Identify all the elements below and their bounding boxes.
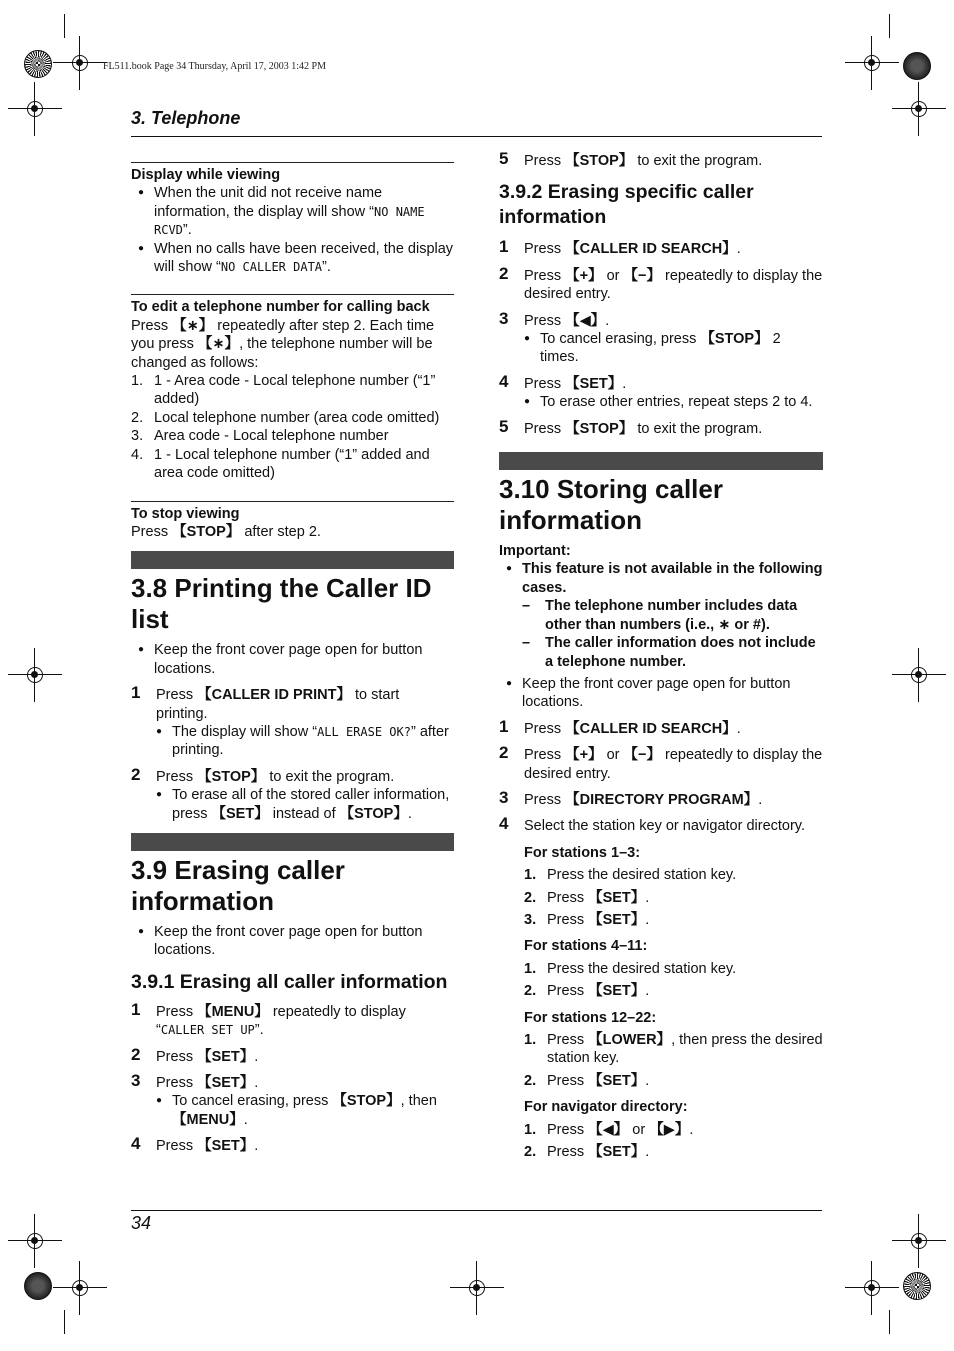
step <box>131 1134 454 1155</box>
list-item <box>524 1121 823 1139</box>
list-item <box>524 866 823 884</box>
text: . <box>736 720 741 737</box>
step <box>499 263 823 304</box>
text: To erase all of the stored caller information, press <box>172 787 450 822</box>
crosshair-mark <box>65 48 95 78</box>
text: Press <box>547 1072 589 1089</box>
item-number: 4. <box>131 446 144 463</box>
list-item <box>524 960 823 978</box>
key-label: 【SET】 <box>197 1075 255 1091</box>
crop-mark <box>64 14 65 38</box>
crop-mark <box>64 1310 65 1334</box>
header-rule <box>131 136 822 137</box>
key-label: 【SET】 <box>197 1138 255 1155</box>
sub-bullet <box>156 1092 454 1129</box>
text: Press the desired station key. <box>547 867 737 884</box>
text: . <box>645 983 650 1000</box>
sub-bullet <box>524 330 823 367</box>
text: Press <box>524 375 566 392</box>
list-item <box>524 1143 823 1161</box>
text: Select the station key or navigator directory. <box>524 818 806 835</box>
text: When no calls have been received, the display will show “ <box>154 240 454 276</box>
list-item <box>131 184 454 239</box>
key-label: 【▶】 <box>649 1121 690 1138</box>
key-label: 【SET】 <box>588 1072 646 1089</box>
section-heading: 3. Telephone <box>131 108 241 128</box>
group-heading: For stations 4–11: <box>524 938 648 955</box>
text: Press <box>156 1048 198 1065</box>
key-label: 【∗】 <box>197 336 240 353</box>
group-heading: For stations 12–22: <box>524 1009 657 1026</box>
display-code: ALL ERASE OK? <box>317 724 411 739</box>
key-label: 【MENU】 <box>172 1111 244 1128</box>
text: When the unit did not receive name information, the display will show “ <box>154 185 383 220</box>
crop-mark <box>889 14 890 38</box>
text: Press <box>547 911 589 928</box>
text: Press <box>524 747 566 764</box>
crosshair-mark <box>904 1226 934 1256</box>
key-label: 【LOWER】 <box>588 1032 672 1048</box>
list-item <box>524 1031 823 1068</box>
crosshair-mark <box>65 1273 95 1303</box>
text: . <box>622 375 627 392</box>
text: Press <box>156 687 198 704</box>
text: , the telephone number will be changed as follows: <box>131 336 433 371</box>
text: Press <box>547 1121 589 1138</box>
key-label: 【◀】 <box>565 312 606 329</box>
text: , then press the desired station key. <box>547 1032 823 1067</box>
item-number: 1. <box>524 960 537 977</box>
text: The caller information does not include a telephone number. <box>545 635 816 670</box>
key-label: 【DIRECTORY PROGRAM】 <box>565 791 759 808</box>
item-number: 3. <box>524 911 537 928</box>
key-label: 【+】 <box>565 747 603 764</box>
group-heading: For navigator directory: <box>524 1099 688 1116</box>
text: The display will show “ <box>172 723 318 740</box>
dash-item <box>522 597 823 634</box>
text: To cancel erasing, press <box>172 1093 333 1110</box>
text: Press the desired station key. <box>547 960 737 977</box>
key-label: 【STOP】 <box>565 420 634 437</box>
crosshair-mark <box>857 1273 887 1303</box>
sub-bullet: ● To erase other entries, repeat steps 2 to 4. <box>524 393 823 411</box>
registration-rosette <box>24 1272 52 1300</box>
key-label: 【STOP】 <box>332 1093 401 1110</box>
left-column <box>131 162 454 1156</box>
step-number: 3 <box>131 1071 141 1090</box>
text: to exit the program. <box>633 153 763 169</box>
section-3-9-2-title: 3.9.2 Erasing specific caller information <box>499 181 754 229</box>
important-label: Important: <box>499 543 571 560</box>
section-bar <box>499 452 823 470</box>
text: Press <box>524 153 566 169</box>
list-item <box>131 372 454 409</box>
text: instead of <box>268 805 340 822</box>
step-number: 4 <box>131 1134 141 1154</box>
text: Press <box>156 1003 198 1020</box>
key-label: 【SET】 <box>588 911 646 928</box>
step-number: 5 <box>499 416 509 436</box>
text: to exit the program. <box>633 420 763 437</box>
text: . <box>407 805 412 822</box>
text: Press <box>524 720 566 737</box>
text: repeatedly to display the desired entry. <box>524 267 823 303</box>
registration-rosette <box>24 50 52 78</box>
step-number: 1 <box>499 237 509 257</box>
text: . <box>645 1144 650 1161</box>
step-number: 1 <box>131 999 141 1019</box>
display-viewing-heading: Display while viewing <box>131 162 454 184</box>
text: The telephone number includes data other than numbers (i.e., ∗ or #). <box>545 598 798 633</box>
key-label: 【−】 <box>623 747 661 764</box>
key-label: 【◀】 <box>588 1121 629 1138</box>
item-number: 2. <box>131 409 144 426</box>
list-item <box>131 240 454 277</box>
text: ” after printing. <box>172 723 449 759</box>
item-number: 2. <box>524 889 537 906</box>
edit-number-paragraph <box>131 317 454 372</box>
step <box>131 1071 454 1129</box>
step <box>131 683 454 760</box>
key-label: 【−】 <box>623 267 661 284</box>
key-label: 【STOP】 <box>339 805 408 822</box>
text: ”. <box>254 1022 264 1039</box>
crosshair-mark <box>857 48 887 78</box>
text: . <box>243 1111 248 1128</box>
text: 2 times. <box>540 331 781 366</box>
dash-item <box>522 634 823 671</box>
crosshair-mark <box>20 94 50 124</box>
text: Press <box>547 1144 589 1161</box>
step-number: 3 <box>499 787 509 807</box>
list-item <box>131 446 454 483</box>
text: Press <box>156 1075 198 1091</box>
text: 1 - Area code - Local telephone number (“1” added) <box>154 373 436 408</box>
text: or <box>602 747 624 764</box>
item-number: 3. <box>131 428 144 445</box>
crop-mark <box>889 1310 890 1334</box>
text: Press <box>547 1032 589 1048</box>
registration-rosette <box>903 52 931 80</box>
list-item: ● Keep the front cover page open for button locations. <box>131 641 454 678</box>
list-item <box>524 1072 823 1090</box>
text: . <box>254 1048 259 1065</box>
text: repeatedly to display the desired entry. <box>524 747 823 782</box>
list-item <box>524 889 823 907</box>
text: . <box>689 1121 694 1138</box>
step <box>499 416 823 438</box>
dash-mark: – <box>522 598 531 615</box>
section-3-8-title: 3.8 Printing the Caller ID list <box>131 573 432 635</box>
text: . <box>645 889 650 906</box>
item-number: 1. <box>131 373 144 390</box>
key-label: 【SET】 <box>588 1144 646 1161</box>
key-label: 【CALLER ID SEARCH】 <box>565 720 737 737</box>
text: to exit the program. <box>265 768 395 785</box>
text: , then <box>400 1093 437 1110</box>
print-slug: FL511.book Page 34 Thursday, April 17, 2003 1:42 PM <box>103 61 326 72</box>
step <box>499 743 823 783</box>
section-3-9-title: 3.9 Erasing caller information <box>131 854 345 916</box>
text: To cancel erasing, press <box>540 331 701 348</box>
list-item <box>131 427 454 445</box>
section-3-10-title: 3.10 Storing caller information <box>499 474 723 536</box>
step-number: 2 <box>499 263 509 283</box>
edit-number-heading: To edit a telephone number for calling back <box>131 294 454 316</box>
key-label: 【STOP】 <box>172 523 241 540</box>
text: or <box>628 1121 650 1138</box>
step <box>131 1044 454 1066</box>
step-number: 2 <box>131 764 141 784</box>
step <box>499 237 823 258</box>
text: ”. <box>182 222 192 239</box>
list-item: ● Keep the front cover page open for button locations. <box>131 923 454 960</box>
crosshair-mark <box>20 660 50 690</box>
text: . <box>645 911 650 928</box>
crosshair-mark <box>904 94 934 124</box>
text: to start printing. <box>156 687 400 722</box>
list-item <box>524 911 823 929</box>
key-label: 【STOP】 <box>565 153 634 169</box>
right-column <box>499 149 823 1161</box>
key-label: 【SET】 <box>588 889 646 906</box>
text: Press <box>131 317 173 334</box>
stop-viewing-heading: To stop viewing <box>131 501 454 523</box>
step <box>499 371 823 412</box>
group-heading: For stations 1–3: <box>524 844 641 861</box>
step <box>499 787 823 809</box>
crosshair-mark <box>20 1226 50 1256</box>
text: . <box>605 312 610 329</box>
text: after step 2. <box>240 523 321 540</box>
item-number: 1. <box>524 1032 537 1048</box>
section-bar <box>131 833 454 851</box>
text: ”. <box>322 259 331 276</box>
text: . <box>736 241 741 258</box>
step-number: 2 <box>499 743 509 763</box>
sub-bullet <box>156 723 454 760</box>
crosshair-mark <box>462 1273 492 1303</box>
text: Press <box>524 267 566 284</box>
key-label: 【STOP】 <box>197 768 266 785</box>
item-number: 2. <box>524 1072 537 1089</box>
list-item <box>524 982 823 1000</box>
step-number: 3 <box>499 308 509 328</box>
step-number: 1 <box>131 683 141 703</box>
step <box>499 308 823 367</box>
item-number: 2. <box>524 983 537 1000</box>
key-label: 【∗】 <box>172 317 214 334</box>
step-number: 2 <box>131 1044 141 1064</box>
dash-mark: – <box>522 635 531 652</box>
key-label: 【+】 <box>565 267 603 284</box>
text: Local telephone number (area code omitted) <box>154 409 440 426</box>
step-number: 4 <box>499 814 509 834</box>
text: Press <box>156 1138 198 1155</box>
text: Press <box>524 420 566 437</box>
item-number: 1. <box>524 1121 537 1138</box>
key-label: 【MENU】 <box>197 1003 269 1020</box>
text: repeatedly to display “ <box>156 1003 406 1039</box>
text: Area code - Local telephone number <box>154 428 389 445</box>
text: . <box>254 1138 259 1155</box>
step-number: 4 <box>499 371 509 391</box>
list-item <box>131 409 454 427</box>
text: . <box>758 791 763 808</box>
text: Press <box>524 312 566 329</box>
section-3-9-1-title: 3.9.1 Erasing all caller information <box>131 970 448 993</box>
item-number: 2. <box>524 1144 537 1161</box>
sub-bullet <box>156 786 454 823</box>
step-number: 1 <box>499 716 509 736</box>
key-label: 【SET】 <box>565 375 623 392</box>
registration-rosette <box>903 1272 931 1300</box>
text: repeatedly after step 2. Each time you press <box>131 317 435 353</box>
crosshair-mark <box>904 660 934 690</box>
key-label: 【CALLER ID SEARCH】 <box>565 241 737 258</box>
text: Press <box>547 889 589 906</box>
key-label: 【SET】 <box>197 1048 255 1065</box>
text: 1 - Local telephone number (“1” added and area code omitted) <box>154 446 430 482</box>
text: Press <box>524 791 566 808</box>
list-item: ● Keep the front cover page open for button locations. <box>499 675 823 712</box>
stop-viewing-paragraph <box>131 523 454 541</box>
section-bar <box>131 551 454 569</box>
step <box>499 149 823 170</box>
list-item: ● This feature is not available in the following cases. <box>499 560 823 597</box>
display-code: NO CALLER DATA <box>220 260 323 275</box>
page-number: 34 <box>131 1213 152 1233</box>
text: . <box>645 1072 650 1089</box>
text: Press <box>131 523 173 540</box>
footer-rule <box>131 1210 822 1211</box>
item-number: 1. <box>524 867 537 884</box>
text: Press <box>156 768 198 785</box>
text: or <box>602 267 624 284</box>
text: Press <box>547 983 589 1000</box>
key-label: 【CALLER ID PRINT】 <box>197 687 351 704</box>
key-label: 【STOP】 <box>700 331 769 348</box>
key-label: 【SET】 <box>588 983 646 1000</box>
step <box>131 999 454 1040</box>
key-label: 【SET】 <box>211 805 269 822</box>
step <box>131 764 454 823</box>
step-number: 5 <box>499 149 509 168</box>
display-code: NO NAME RCVD <box>154 204 425 238</box>
display-code: CALLER SET UP <box>160 1023 255 1038</box>
text: . <box>254 1075 259 1091</box>
step <box>499 716 823 738</box>
text: Press <box>524 241 566 258</box>
step <box>499 814 823 1161</box>
